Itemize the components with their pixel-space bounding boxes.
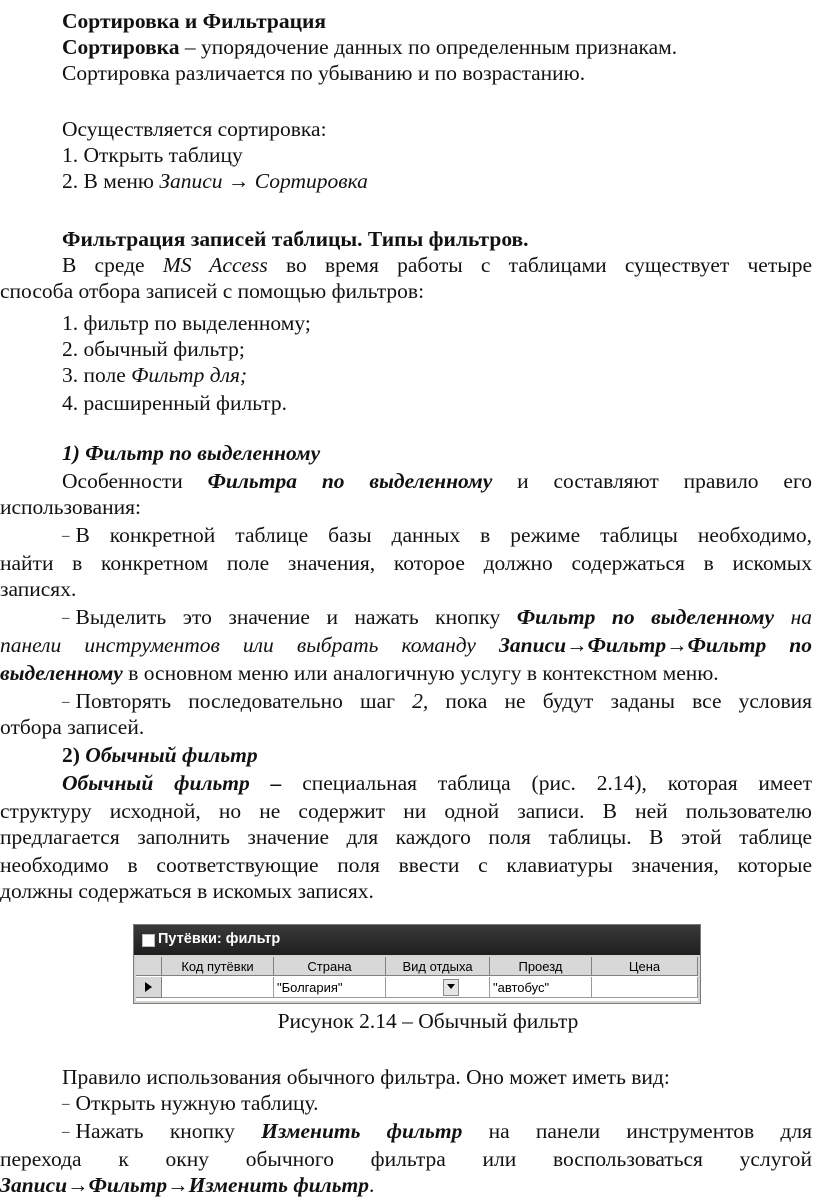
bullet-item: – В конкретной таблице базы данных в режиме таблицы необходимо,	[62, 523, 812, 547]
paragraph: Сортировка различается по убыванию и по возрастанию.	[62, 61, 586, 85]
heading: Сортировка и Фильтрация	[62, 9, 327, 33]
subsection-heading: 2) Обычный фильтр	[62, 743, 258, 767]
list-item: 1. фильтр по выделенному;	[62, 311, 311, 335]
paragraph: В среде MS Access во время работы с таблицами существует четыре	[62, 253, 812, 277]
paragraph: Особенности Фильтра по выделенному и составляют правило его	[62, 469, 813, 493]
list-item: 1. Открыть таблицу	[62, 143, 243, 167]
bullet-item: – Открыть нужную таблицу.	[62, 1091, 319, 1115]
column-header[interactable]: Вид отдыха	[386, 957, 490, 976]
bullet-item: – Выделить это значение и нажать кнопку Фильтр по выделенному на	[62, 605, 812, 629]
paragraph: необходимо в соответствующие поля ввести с клавиатуры значения, которые	[0, 853, 812, 877]
paragraph: Правило использования обычного фильтра. Оно может иметь вид:	[62, 1065, 670, 1089]
window-menu-icon[interactable]	[142, 934, 155, 947]
figure-caption: Рисунок 2.14 – Обычный фильтр	[277, 1009, 579, 1033]
column-header[interactable]: Проезд	[490, 957, 592, 976]
column-header[interactable]: Цена	[592, 957, 698, 976]
paragraph: структуру исходной, но не содержит ни одной записи. В ней пользователю	[0, 799, 812, 823]
row-selector[interactable]	[136, 977, 162, 998]
current-row-icon	[145, 982, 152, 992]
paragraph: предлагается заполнить значение для каждого поля таблицы. В этой таблице	[0, 825, 812, 849]
section-heading: Фильтрация записей таблицы. Типы фильтров.	[62, 227, 529, 251]
filter-cell[interactable]	[162, 977, 274, 998]
list-item: 2. В меню Записи → Сортировка	[62, 169, 368, 193]
window-title: Путёвки: фильтр	[158, 931, 281, 947]
bullet-item: панели инструментов или выбрать команду Записи→Фильтр→Фильтр по	[0, 633, 812, 657]
filter-cell[interactable]	[592, 977, 698, 998]
column-header[interactable]: Страна	[274, 957, 386, 976]
bullet-item: Записи→Фильтр→Изменить фильтр.	[0, 1173, 375, 1197]
bullet-item: – Повторять последовательно шаг 2, пока не будут заданы все условия	[62, 689, 812, 713]
subsection-heading: 1) Фильтр по выделенному	[62, 441, 321, 465]
bullet-item: отбора записей.	[0, 715, 145, 739]
filter-grid	[136, 957, 698, 1001]
list-item: 2. обычный фильтр;	[62, 337, 245, 361]
paragraph: Осуществляется сортировка:	[62, 117, 327, 141]
bullet-item: найти в конкретном поле значения, которое должно содержаться в искомых	[0, 551, 812, 575]
column-header[interactable]: Код путёвки	[162, 957, 274, 976]
bullet-item: выделенному в основном меню или аналогичную услугу в контекстном меню.	[0, 661, 719, 685]
dropdown-button[interactable]	[443, 979, 459, 996]
paragraph: использования:	[0, 495, 141, 519]
paragraph: должны содержаться в искомых записях.	[0, 879, 374, 903]
filter-window	[133, 924, 701, 1004]
filter-cell[interactable]	[386, 977, 490, 998]
bullet-item: – Нажать кнопку Изменить фильтр на панели инструментов для	[62, 1119, 812, 1143]
list-item: 3. поле Фильтр для;	[62, 363, 248, 387]
bullet-item: перехода к окну обычного фильтра или воспользоваться услугой	[0, 1147, 812, 1171]
filter-cell[interactable]: "Болгария"	[274, 977, 386, 998]
bullet-item: записях.	[0, 577, 77, 601]
filter-cell[interactable]: "автобус"	[490, 977, 592, 998]
chevron-down-icon	[447, 984, 455, 989]
sorting-definition: Сортировка – упорядочение данных по определенным признакам.	[62, 35, 678, 59]
select-all-corner[interactable]	[136, 957, 162, 976]
paragraph: Обычный фильтр – специальная таблица (рис. 2.14), которая имеет	[62, 771, 812, 795]
paragraph: способа отбора записей с помощью фильтров:	[0, 279, 425, 303]
list-item: 4. расширенный фильтр.	[62, 391, 287, 415]
window-titlebar[interactable]	[134, 925, 700, 955]
